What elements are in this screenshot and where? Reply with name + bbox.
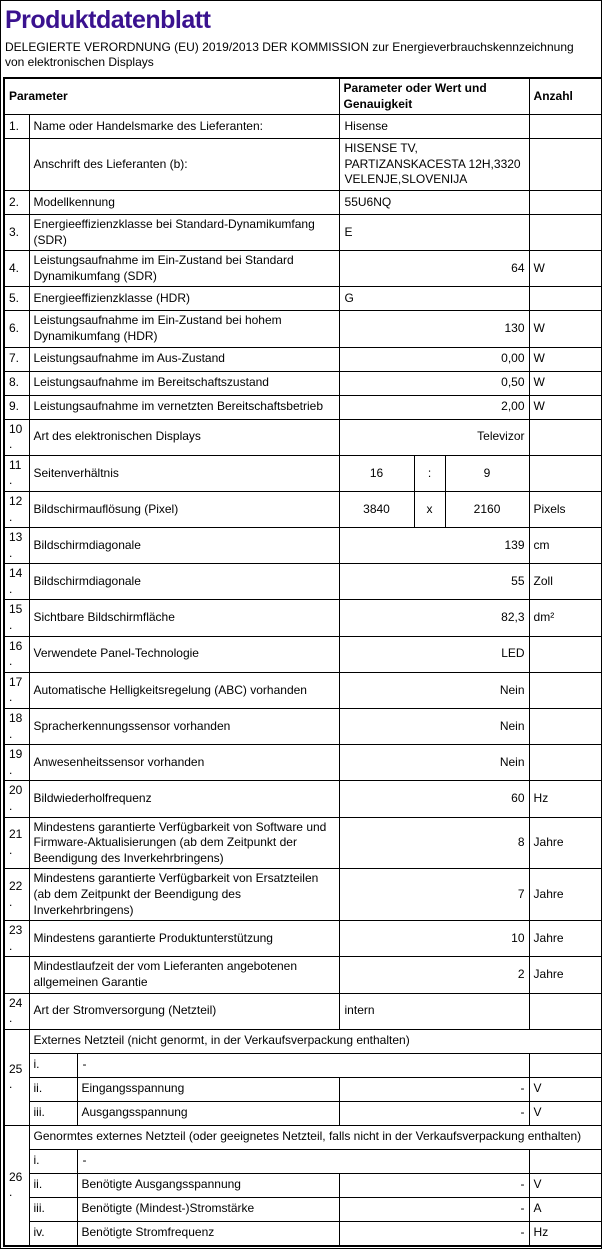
param-label-cell: Leistungsaufnahme im Bereitschaftszustand — [29, 371, 339, 395]
param-unit-cell: cm — [529, 528, 602, 564]
param-value-cell: 2 — [339, 957, 529, 993]
param-value-cell: 10 — [339, 921, 529, 957]
param-number-cell: 9. — [4, 395, 29, 419]
table-row — [4, 600, 602, 636]
table-row — [4, 993, 602, 1029]
param-label-cell: Modellkennung — [29, 190, 339, 214]
param-label-cell: Art des elektronischen Displays — [29, 419, 339, 455]
param-value-cell: 55 — [339, 564, 529, 600]
param-label-cell: Bildschirmauflösung (Pixel) — [29, 491, 339, 527]
param-unit-cell: V — [529, 1077, 602, 1101]
param-label-cell: Sichtbare Bildschirmfläche — [29, 600, 339, 636]
param-number-cell: 23. — [4, 921, 29, 957]
param-value-cell: 64 — [339, 251, 529, 287]
sub-row — [4, 1077, 602, 1101]
param-value2-cell: 9 — [445, 455, 529, 491]
param-value-cell: - — [339, 1077, 529, 1101]
param-unit-cell: W — [529, 347, 602, 371]
sub-number-cell: i. — [29, 1053, 77, 1077]
table-row — [4, 491, 602, 527]
sub-number-cell: iii. — [29, 1101, 77, 1125]
param-value-cell: - — [339, 1197, 529, 1221]
datasheet-table — [3, 77, 602, 1247]
table-row — [4, 528, 602, 564]
param-unit-cell: dm² — [529, 600, 602, 636]
param-label-cell: Leistungsaufnahme im Ein-Zustand bei Standard Dynamikumfang (SDR) — [29, 251, 339, 287]
param-unit-cell: Hz — [529, 1221, 602, 1246]
param-label-cell: Mindestens garantierte Verfügbarkeit von Software und Firmware-Aktualisierungen (ab dem Zeitpunkt der Beendigung des Inverkehrbringens) — [29, 817, 339, 869]
table-row — [4, 419, 602, 455]
param-value-cell: 0,50 — [339, 371, 529, 395]
table-row — [4, 869, 602, 921]
sub-value-cell: - — [77, 1149, 529, 1173]
param-unit-cell: W — [529, 371, 602, 395]
table-row — [4, 371, 602, 395]
table-row — [4, 311, 602, 347]
param-label-cell: Leistungsaufnahme im vernetzten Bereitschaftsbetrieb — [29, 395, 339, 419]
param-number-cell: 6. — [4, 311, 29, 347]
param-unit-cell: Jahre — [529, 817, 602, 869]
sub-number-cell: i. — [29, 1149, 77, 1173]
table-row — [4, 781, 602, 817]
table-row — [4, 455, 602, 491]
param-number-cell: 17. — [4, 672, 29, 708]
section-label-cell: Genormtes externes Netzteil (oder geeignetes Netzteil, falls nicht in der Verkaufsverpackung enthalten) — [29, 1125, 602, 1149]
param-unit-cell: Jahre — [529, 869, 602, 921]
param-unit-cell — [529, 139, 602, 191]
param-number-cell: 4. — [4, 251, 29, 287]
param-number-cell: 15. — [4, 600, 29, 636]
column-header-value: Parameter oder Wert und Genauigkeit — [339, 78, 529, 115]
param-value-cell: Televizor — [339, 419, 529, 455]
sub-number-cell: ii. — [29, 1077, 77, 1101]
column-header-anzahl: Anzahl — [529, 78, 602, 115]
param-unit-cell: Zoll — [529, 564, 602, 600]
param-label-cell: Automatische Helligkeitsregelung (ABC) vorhanden — [29, 672, 339, 708]
param-label-cell: Spracherkennungssensor vorhanden — [29, 709, 339, 745]
param-unit-cell — [529, 636, 602, 672]
param-unit-cell: Hz — [529, 781, 602, 817]
param-label-cell: Bildschirmdiagonale — [29, 528, 339, 564]
sub-number-cell: iv. — [29, 1221, 77, 1246]
param-separator-cell: : — [414, 455, 445, 491]
param-number-cell: 21. — [4, 817, 29, 869]
table-row — [4, 251, 602, 287]
param-number-cell: 13. — [4, 528, 29, 564]
param-value-cell: LED — [339, 636, 529, 672]
page-title: Produktdatenblatt — [5, 6, 211, 34]
param-number-cell: 25. — [4, 1029, 29, 1125]
param-unit-cell: Jahre — [529, 921, 602, 957]
param-value-cell: Nein — [339, 672, 529, 708]
param-label-cell: Bildschirmdiagonale — [29, 564, 339, 600]
table-row — [4, 817, 602, 869]
param-label-cell: Energieeffizienzklasse (HDR) — [29, 287, 339, 311]
param-value-cell: intern — [339, 993, 529, 1029]
sub-row — [4, 1149, 602, 1173]
regulation-subtitle: DELEGIERTE VERORDNUNG (EU) 2019/2013 DER KOMMISSION zur Energieverbrauchskennzeichnung von elektronischen Displays — [5, 40, 574, 69]
param-unit-cell: Pixels — [529, 491, 602, 527]
param-value-cell: 3840 — [339, 491, 414, 527]
param-value-cell: 130 — [339, 311, 529, 347]
table-row — [4, 139, 602, 191]
param-value-cell: 139 — [339, 528, 529, 564]
param-label-cell: Name oder Handelsmarke des Lieferanten: — [29, 115, 339, 139]
param-number-cell: 1. — [4, 115, 29, 139]
sub-row — [4, 1053, 602, 1077]
param-separator-cell: x — [414, 491, 445, 527]
param-value-cell: 60 — [339, 781, 529, 817]
param-unit-cell — [529, 287, 602, 311]
param-number-cell: 5. — [4, 287, 29, 311]
sub-number-cell: ii. — [29, 1173, 77, 1197]
sub-number-cell: iii. — [29, 1197, 77, 1221]
param-label-cell: Mindestens garantierte Produktunterstützung — [29, 921, 339, 957]
param-number-cell: 10. — [4, 419, 29, 455]
param-value-cell: G — [339, 287, 529, 311]
section-label-cell: Externes Netzteil (nicht genormt, in der Verkaufsverpackung enthalten) — [29, 1029, 602, 1053]
table-row — [4, 564, 602, 600]
table-row — [4, 745, 602, 781]
param-unit-cell: W — [529, 311, 602, 347]
param-value-cell: 7 — [339, 869, 529, 921]
param-number-cell — [4, 957, 29, 993]
section-header-row — [4, 1125, 602, 1149]
param-number-cell: 8. — [4, 371, 29, 395]
param-value-cell: 82,3 — [339, 600, 529, 636]
param-unit-cell: W — [529, 251, 602, 287]
param-label-cell: Benötigte Stromfrequenz — [77, 1221, 339, 1246]
param-unit-cell — [529, 672, 602, 708]
param-label-cell: Eingangsspannung — [77, 1077, 339, 1101]
param-number-cell: 2. — [4, 190, 29, 214]
param-label-cell: Art der Stromversorgung (Netzteil) — [29, 993, 339, 1029]
param-number-cell: 18. — [4, 709, 29, 745]
param-label-cell: Ausgangsspannung — [77, 1101, 339, 1125]
param-unit-cell — [529, 190, 602, 214]
param-number-cell: 11. — [4, 455, 29, 491]
param-number-cell: 26. — [4, 1125, 29, 1246]
table-header-row — [4, 78, 602, 115]
table-row — [4, 115, 602, 139]
param-number-cell: 24. — [4, 993, 29, 1029]
param-label-cell: Mindestlaufzeit der vom Lieferanten angebotenen allgemeinen Garantie — [29, 957, 339, 993]
sub-row — [4, 1221, 602, 1246]
param-unit-cell — [529, 993, 602, 1029]
param-label-cell: Anschrift des Lieferanten (b): — [29, 139, 339, 191]
param-value-cell: Nein — [339, 745, 529, 781]
param-unit-cell — [529, 214, 602, 250]
param-number-cell: 22. — [4, 869, 29, 921]
column-header-parameter: Parameter — [4, 78, 339, 115]
param-unit-cell — [529, 115, 602, 139]
param-unit-cell: A — [529, 1197, 602, 1221]
param-unit-cell — [529, 419, 602, 455]
param-number-cell: 16. — [4, 636, 29, 672]
param-value-cell: HISENSE TV, PARTIZANSKACESTA 12H,3320 VELENJE,SLOVENIJA — [339, 139, 529, 191]
param-unit-cell — [529, 745, 602, 781]
param-number-cell: 14. — [4, 564, 29, 600]
param-value-cell: 55U6NQ — [339, 190, 529, 214]
table-row — [4, 672, 602, 708]
param-number-cell — [4, 139, 29, 191]
param-number-cell: 19. — [4, 745, 29, 781]
sub-row — [4, 1173, 602, 1197]
param-label-cell: Benötigte (Mindest-)Stromstärke — [77, 1197, 339, 1221]
param-number-cell: 20. — [4, 781, 29, 817]
param-value-cell: Nein — [339, 709, 529, 745]
param-value-cell: 8 — [339, 817, 529, 869]
param-value2-cell: 2160 — [445, 491, 529, 527]
param-unit-cell: W — [529, 395, 602, 419]
param-number-cell: 12. — [4, 491, 29, 527]
table-row — [4, 287, 602, 311]
param-unit-cell — [529, 1053, 602, 1077]
sub-value-cell: - — [77, 1053, 529, 1077]
param-label-cell: Mindestens garantierte Verfügbarkeit von Ersatzteilen (ab dem Zeitpunkt der Beendigung des Inverkehrbringens) — [29, 869, 339, 921]
param-unit-cell — [529, 455, 602, 491]
param-value-cell: - — [339, 1101, 529, 1125]
param-unit-cell: V — [529, 1101, 602, 1125]
param-label-cell: Bildwiederholfrequenz — [29, 781, 339, 817]
table-row — [4, 957, 602, 993]
param-label-cell: Verwendete Panel-Technologie — [29, 636, 339, 672]
param-label-cell: Seitenverhältnis — [29, 455, 339, 491]
param-label-cell: Energieeffizienzklasse bei Standard-Dynamikumfang (SDR) — [29, 214, 339, 250]
sub-row — [4, 1197, 602, 1221]
table-row — [4, 347, 602, 371]
param-label-cell: Leistungsaufnahme im Ein-Zustand bei hohem Dynamikumfang (HDR) — [29, 311, 339, 347]
param-unit-cell — [529, 1149, 602, 1173]
section-header-row — [4, 1029, 602, 1053]
param-value-cell: E — [339, 214, 529, 250]
sub-row — [4, 1101, 602, 1125]
param-unit-cell: V — [529, 1173, 602, 1197]
table-row — [4, 395, 602, 419]
param-unit-cell — [529, 709, 602, 745]
param-unit-cell: Jahre — [529, 957, 602, 993]
param-number-cell: 3. — [4, 214, 29, 250]
param-value-cell: 2,00 — [339, 395, 529, 419]
param-label-cell: Anwesenheitssensor vorhanden — [29, 745, 339, 781]
table-row — [4, 921, 602, 957]
table-row — [4, 214, 602, 250]
param-number-cell: 7. — [4, 347, 29, 371]
param-label-cell: Benötigte Ausgangsspannung — [77, 1173, 339, 1197]
param-value-cell: - — [339, 1221, 529, 1246]
param-label-cell: Leistungsaufnahme im Aus-Zustand — [29, 347, 339, 371]
table-row — [4, 709, 602, 745]
param-value-cell: Hisense — [339, 115, 529, 139]
table-row — [4, 636, 602, 672]
param-value-cell: 16 — [339, 455, 414, 491]
param-value-cell: - — [339, 1173, 529, 1197]
table-row — [4, 190, 602, 214]
param-value-cell: 0,00 — [339, 347, 529, 371]
